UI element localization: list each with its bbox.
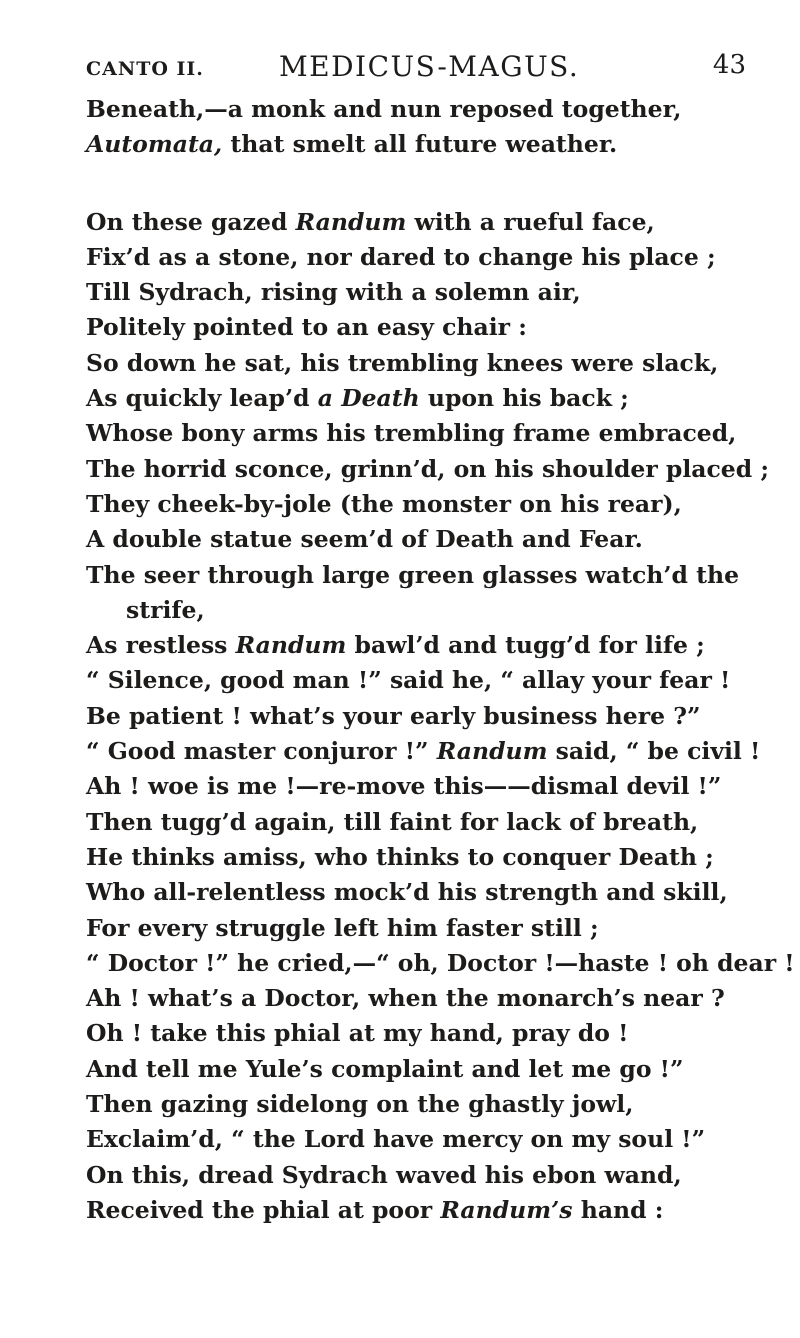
poem-line: Beneath,—a monk and nun reposed together, xyxy=(86,95,682,123)
poem-line: And tell me Yule’s complaint and let me go !” xyxy=(86,1054,684,1083)
poem-line: Fix’d as a stone, nor dared to change his place ; xyxy=(86,242,716,271)
stanza-2 xyxy=(86,205,795,1229)
poem-line: Be patient ! what’s your early business here ?” xyxy=(86,701,701,730)
poem-line: As restless Randum bawl’d and tugg’d for life ; xyxy=(86,631,705,660)
poem-line: Politely pointed to an easy chair : xyxy=(86,313,527,342)
poem-line: “ Silence, good man !” said he, “ allay your fear ! xyxy=(86,666,731,695)
poem-line: A double statue seem’d of Death and Fear. xyxy=(86,525,643,554)
poem-line: As quickly leap’d a Death upon his back ; xyxy=(86,384,629,413)
poem-line: The seer through large green glasses watch’d the xyxy=(86,560,740,589)
poem-line: So down he sat, his trembling knees were slack, xyxy=(86,348,719,377)
poem-line: The horrid sconce, grinn’d, on his shoulder placed ; xyxy=(86,454,770,483)
poem-line-turnover: strife, xyxy=(126,595,205,624)
poem-line: Exclaim’d, “ the Lord have mercy on my soul !” xyxy=(86,1125,706,1154)
poem-line: Ah ! what’s a Doctor, when the monarch’s near ? xyxy=(86,984,725,1013)
poem-line: On this, dread Sydrach waved his ebon wand, xyxy=(86,1160,682,1189)
poem-line: Then gazing sidelong on the ghastly jowl, xyxy=(86,1090,634,1119)
poem-line: Till Sydrach, rising with a solemn air, xyxy=(86,278,581,307)
poem-body xyxy=(86,92,795,1228)
poem-line: Oh ! take this phial at my hand, pray do ! xyxy=(86,1019,629,1048)
poem-line: Then tugg’d again, till faint for lack of breath, xyxy=(86,807,699,836)
canto-label: CANTO II. xyxy=(86,58,204,80)
poem-line: On these gazed Randum with a rueful face, xyxy=(86,207,655,236)
poem-line: “ Good master conjuror !” Randum said, “ be civil ! xyxy=(86,737,761,766)
poem-line: Who all-relentless mock’d his strength and skill, xyxy=(86,878,728,907)
poem-line: Ah ! woe is me !—re-move this——dismal devil !” xyxy=(86,772,722,801)
poem-line: For every struggle left him faster still ; xyxy=(86,913,599,942)
page-number: 43 xyxy=(712,50,746,80)
poem-line: “ Doctor !” he cried,—“ oh, Doctor !—haste ! oh dear ! xyxy=(86,948,795,977)
stanza-1 xyxy=(86,92,746,163)
running-title: MEDICUS-MAGUS. xyxy=(279,50,580,83)
poem-line: Received the phial at poor Randum’s hand : xyxy=(86,1195,664,1224)
poem-line: He thinks amiss, who thinks to conquer Death ; xyxy=(86,842,714,871)
poem-line: They cheek-by-jole (the monster on his rear), xyxy=(86,489,682,518)
poem-line: Whose bony arms his trembling frame embraced, xyxy=(86,419,737,448)
poem-line: Automata, that smelt all future weather. xyxy=(86,130,618,159)
running-header xyxy=(86,50,746,84)
